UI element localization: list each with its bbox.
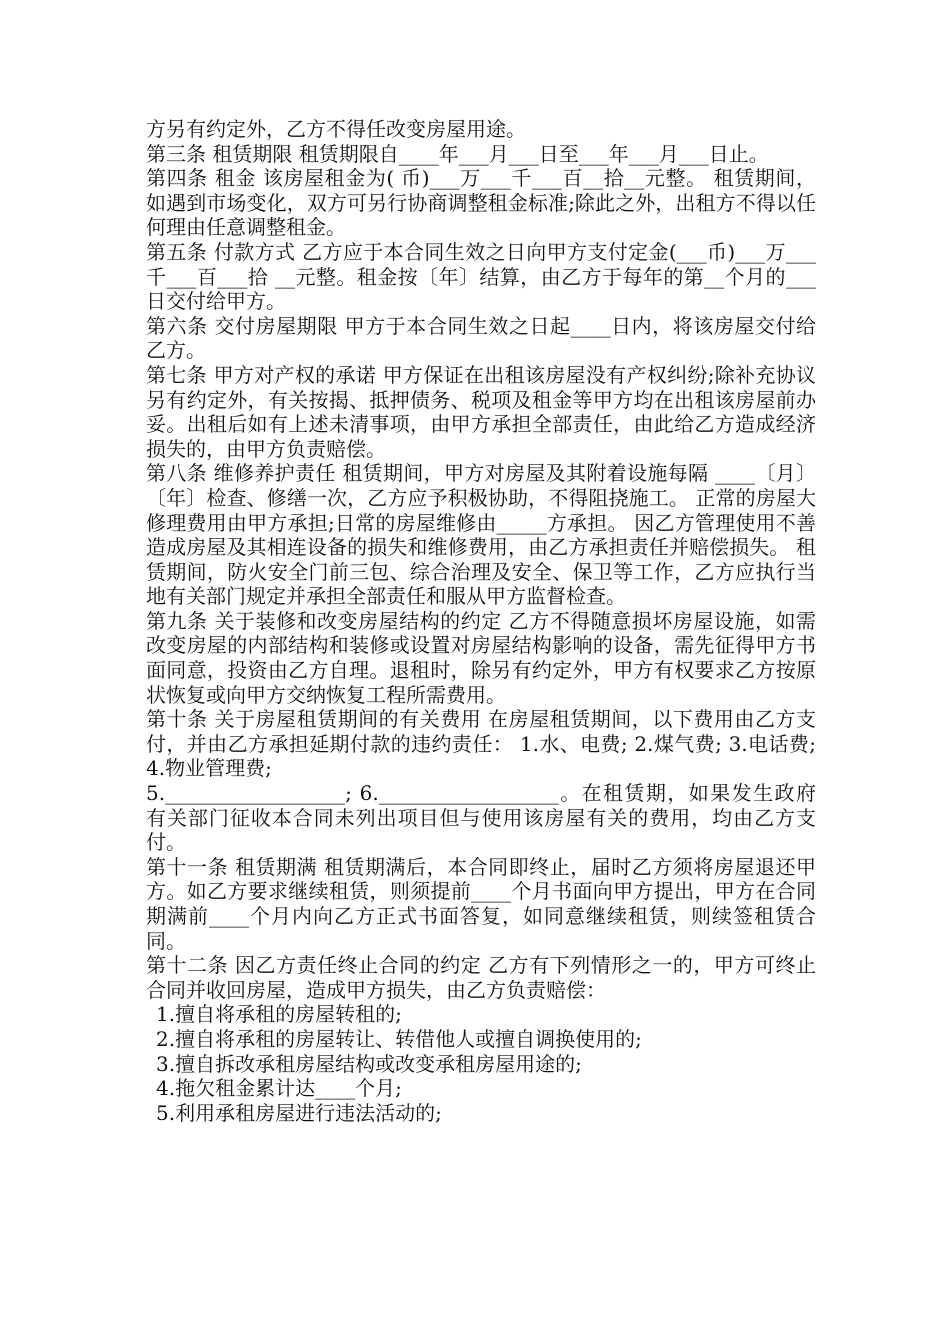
article-10-fees: 第十条 关于房屋租赁期间的有关费用 在房屋租赁期间，以下费用由乙方支付，并由乙方承担延期付款的违约责任： 1.水、电费; 2.煤气费; 3.电话费; 4.物业管理费;: [146, 707, 816, 781]
article-8-maintenance: 第八条 维修养护责任 租赁期间，甲方对房屋及其附着设施每隔 ____〔月〕〔年〕检查、修缮一次，乙方应予积极协助，不得阻挠施工。 正常的房屋大修理费用由甲方承担;日常的房屋维修由_____方承担。 因乙方管理使用不善造成房屋及其相连设备的损失和维修费用，由乙方承担责任并赔偿损失。 租赁期间，防火安全门前三包、综合治理及安全、保卫等工作，乙方应执行当地有关部门规定并承担全部责任和服从甲方监督检查。: [146, 461, 816, 609]
paragraph-continuation: 方另有约定外，乙方不得任改变房屋用途。: [146, 117, 526, 141]
list-item: 4.拖欠租金累计达____个月;: [156, 1076, 402, 1101]
list-item: 1.擅自将承租的房屋转租的;: [156, 1002, 402, 1027]
article-6-delivery: 第六条 交付房屋期限 甲方于本合同生效之日起____日内，将该房屋交付给乙方。: [146, 313, 816, 363]
document-page: [146, 117, 816, 1125]
list-item: 3.擅自拆改承租房屋结构或改变承租房屋用途的;: [156, 1051, 582, 1076]
article-10-fees-continued: 5.__________________; 6.__________________。在租赁期，如果发生政府有关部门征收本合同未列出项目但与使用该房屋有关的费用，均由乙方支付。: [146, 781, 816, 855]
article-3-lease-term: 第三条 租赁期限 租赁期限自____年___月___日至___年___月___日止。: [146, 141, 769, 166]
article-7-ownership: 第七条 甲方对产权的承诺 甲方保证在出租该房屋没有产权纠纷;除补充协议另有约定外，有关按揭、抵押债务、税项及租金等甲方均在出租该房屋前办妥。出租后如有上述未清事项，由甲方承担全部责任，由此给乙方造成经济损失的，由甲方负责赔偿。: [146, 362, 816, 461]
list-item: 2.擅自将承租的房屋转让、转借他人或擅自调换使用的;: [156, 1026, 642, 1051]
article-12-termination: 第十二条 因乙方责任终止合同的约定 乙方有下列情形之一的，甲方可终止合同并收回房屋，造成甲方损失，由乙方负责赔偿：: [146, 953, 816, 1002]
list-item: 5.利用承租房屋进行违法活动的;: [156, 1100, 442, 1125]
article-4-rent: 第四条 租金 该房屋租金为( 币)___万___千___百__拾__元整。 租赁期间，如遇到市场变化，双方可另行协商调整租金标准;除此之外，出租方不得以任何理由任意调整租金。: [146, 166, 816, 240]
article-11-expiry: 第十一条 租赁期满 租赁期满后，本合同即终止，届时乙方须将房屋退还甲方。如乙方要求继续租赁，则须提前____个月书面向甲方提出，甲方在合同期满前____个月内向乙方正式书面答复，如同意继续租赁，则续签租赁合同。: [146, 854, 816, 953]
article-5-payment: 第五条 付款方式 乙方应于本合同生效之日向甲方支付定金(___币)___万___千___百___拾 __元整。租金按〔年〕结算，由乙方于每年的第__个月的___日交付给甲方。: [146, 239, 816, 314]
article-9-renovation: 第九条 关于装修和改变房屋结构的约定 乙方不得随意损坏房屋设施，如需改变房屋的内部结构和装修或设置对房屋结构影响的设备，需先征得甲方书面同意，投资由乙方自理。退租时，除另有约定外，甲方有权要求乙方按原状恢复或向甲方交纳恢复工程所需费用。: [146, 608, 816, 707]
